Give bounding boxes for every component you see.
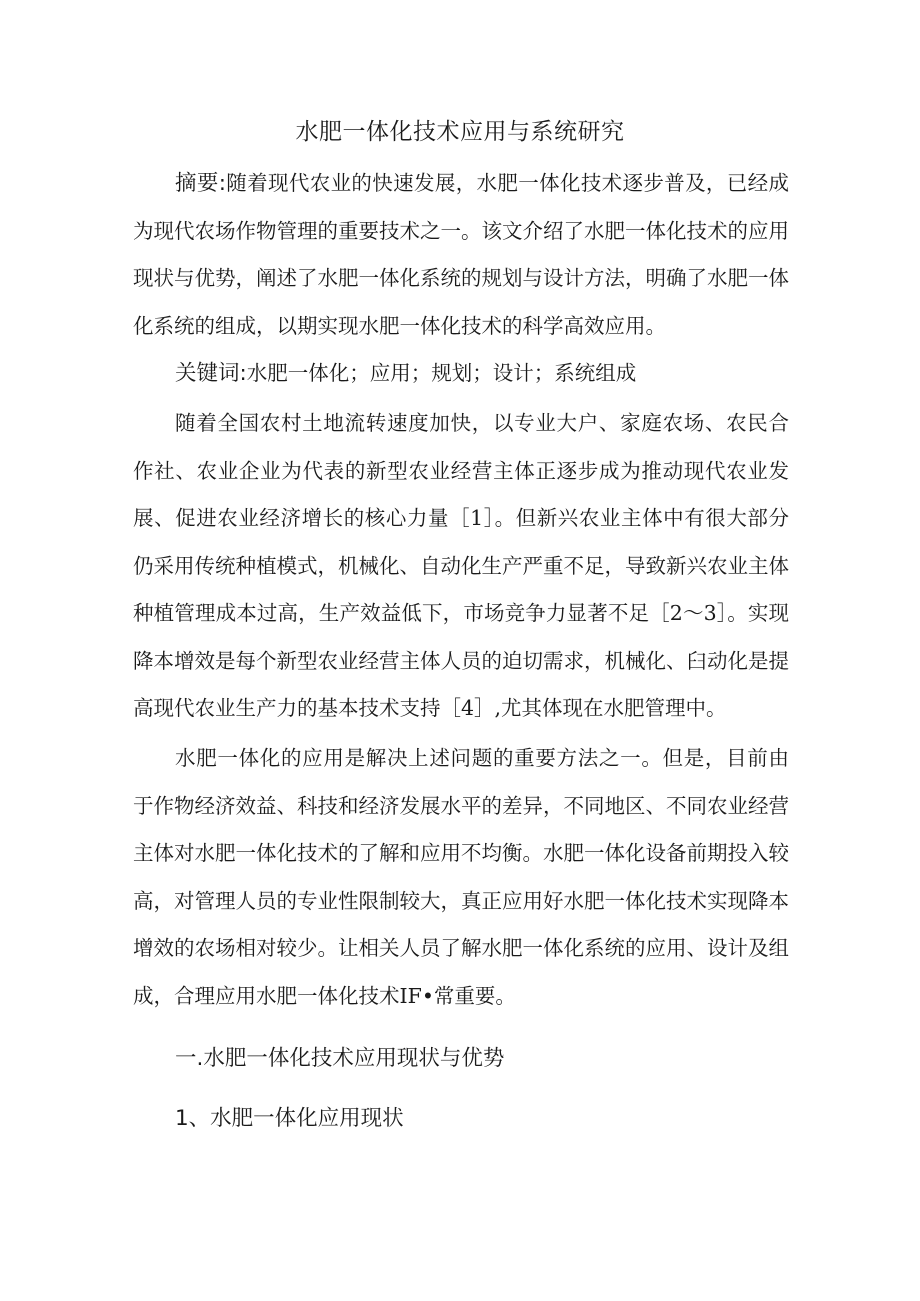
body-paragraph-2: 水肥一体化的应用是解决上述问题的重要方法之一。但是，目前由于作物经济效益、科技和经济发展水平的差异，不同地区、不同农业经营主体对水肥一体化技术的了解和应用不均衡。水肥一体化设备前期投入较高，对管理人员的专业性限制较大，真正应用好水肥一体化技术实现降本增效的农场相对较少。让相关人员了解水肥一体化系统的应用、设计及组成，合理应用水肥一体化技术IF•常重要。 <box>133 746 789 1008</box>
keywords-label: 关键词: <box>175 361 247 386</box>
abstract-paragraph <box>133 160 789 350</box>
keywords-paragraph <box>133 350 789 398</box>
subsection-heading-1: 1、水肥一体化应用现状 <box>175 1106 404 1131</box>
section-heading-1: 一.水肥一体化技术应用现状与优势 <box>175 1046 505 1071</box>
body-paragraph-1: 随着全国农村土地流转速度加快，以专业大户、家庭农场、农民合作社、农业企业为代表的新型农业经营主体正逐步成为推动现代农业发展、促进农业经济增长的核心力量［1］。但新兴农业主体中有很大部分仍采用传统种植模式，机械化、自动化生产严重不足，导致新兴农业主体种植管理成本过高，生产效益低下，市场竞争力显著不足［2～3］。实现降本增效是每个新型农业经营主体人员的迫切需求，机械化、臼动化是提高现代农业生产力的基本技术支持［4］,尤其体现在水肥管理中。 <box>133 411 789 720</box>
document-title: 水肥一体化技术应用与系统研究 <box>295 119 625 145</box>
abstract-label: 摘要: <box>175 171 226 196</box>
abstract-text: 随着现代农业的快速发展，水肥一体化技术逐步普及，已经成为现代农场作物管理的重要技术之一。该文介绍了水肥一体化技术的应用现状与优势，阐述了水肥一体化系统的规划与设计方法，明确了水肥一体化系统的组成，以期实现水肥一体化技术的科学高效应用。 <box>133 171 789 338</box>
keywords-text: 水肥一体化；应用；规划；设计；系统组成 <box>246 361 637 385</box>
